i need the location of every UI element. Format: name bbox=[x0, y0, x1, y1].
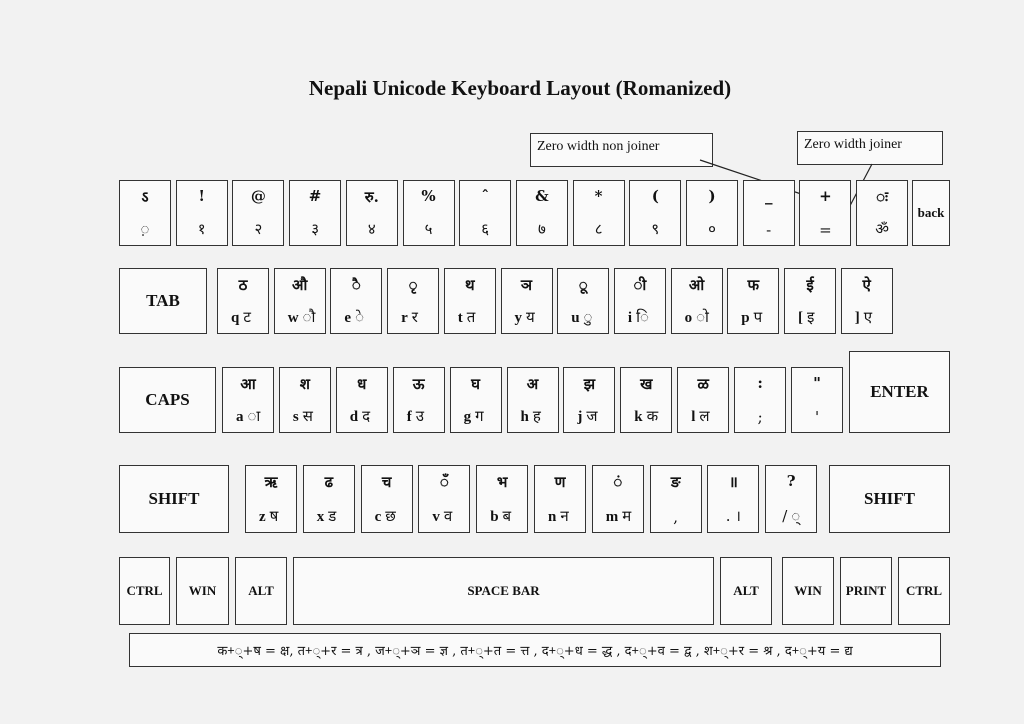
key-base-char bbox=[785, 307, 835, 327]
key-q-row-6[interactable] bbox=[557, 268, 609, 334]
key-base-char bbox=[304, 506, 354, 526]
key-base-char: ९ bbox=[651, 220, 660, 238]
key-shift-left[interactable] bbox=[119, 465, 229, 533]
key-a-row-0[interactable] bbox=[222, 367, 274, 433]
key-shift-char: ˆ bbox=[481, 187, 489, 205]
key-back[interactable] bbox=[912, 180, 950, 246]
key-a-row-7[interactable] bbox=[620, 367, 672, 433]
key-latin-letter: v bbox=[432, 509, 440, 525]
key-base-char: / ् bbox=[782, 507, 801, 525]
key-devanagari-char: म bbox=[622, 507, 632, 525]
key-a-row-10[interactable] bbox=[791, 367, 843, 433]
key-shift-char: ( bbox=[651, 187, 659, 205]
key-a-row-3[interactable] bbox=[393, 367, 445, 433]
key-label: SHIFT bbox=[863, 489, 916, 508]
zwj-callout: Zero width joiner bbox=[797, 131, 943, 165]
key-z-row-7[interactable] bbox=[650, 465, 702, 533]
key-devanagari-char: स bbox=[302, 407, 313, 425]
key-latin-letter: p bbox=[741, 310, 750, 326]
key-number-2[interactable] bbox=[232, 180, 284, 246]
key-label: ALT bbox=[248, 583, 274, 598]
key-latin-letter: d bbox=[349, 409, 359, 425]
key-latin-letter: a bbox=[236, 409, 244, 425]
key-label: ALT bbox=[733, 583, 759, 598]
key-space-bar[interactable] bbox=[293, 557, 714, 625]
key-shift-char: ृ bbox=[408, 276, 418, 294]
key-tab[interactable] bbox=[119, 268, 207, 334]
key-shift-char: च bbox=[381, 473, 392, 491]
key-shift-char: ? bbox=[786, 472, 796, 490]
key-base-char: ़ bbox=[140, 220, 150, 238]
key-shift-char: फ bbox=[747, 276, 760, 294]
key-number-1[interactable] bbox=[176, 180, 228, 246]
key-base-char bbox=[615, 307, 665, 327]
key-shift-char: श bbox=[299, 375, 310, 393]
key-q-row-5[interactable] bbox=[501, 268, 553, 334]
key-base-char: ० bbox=[708, 220, 716, 238]
key-print[interactable] bbox=[840, 557, 892, 625]
key-enter[interactable] bbox=[849, 351, 950, 433]
key-shift-char: थ bbox=[465, 276, 475, 294]
key-latin-letter: x bbox=[316, 509, 325, 525]
key-latin-letter: h bbox=[520, 409, 529, 425]
key-shift-char: : bbox=[757, 374, 763, 392]
key-shift-char: ऋ bbox=[264, 473, 278, 491]
key-alt-left[interactable] bbox=[235, 557, 287, 625]
key-shift-char: ः bbox=[876, 188, 889, 206]
key-base-char bbox=[337, 406, 387, 426]
key-base-char: ८ bbox=[594, 220, 603, 238]
key-devanagari-char: इ bbox=[807, 308, 815, 326]
key-base-char bbox=[477, 506, 527, 526]
key-z-row-5[interactable] bbox=[534, 465, 586, 533]
key-base-char bbox=[280, 406, 330, 426]
key-shift-char: ं bbox=[613, 473, 623, 491]
key-number-3[interactable] bbox=[289, 180, 341, 246]
key-number-7[interactable] bbox=[516, 180, 568, 246]
key-caps[interactable] bbox=[119, 367, 216, 433]
key-number-6[interactable] bbox=[459, 180, 511, 246]
key-base-char bbox=[419, 506, 469, 526]
key-a-row-1[interactable] bbox=[279, 367, 331, 433]
key-base-char: ४ bbox=[367, 220, 376, 238]
key-devanagari-char: ो bbox=[696, 308, 709, 326]
key-shift-char: ध bbox=[357, 375, 367, 393]
key-latin-letter: t bbox=[457, 310, 463, 326]
key-devanagari-char: ट bbox=[243, 308, 251, 326]
key-base-char bbox=[535, 506, 585, 526]
key-base-char: ३ bbox=[311, 220, 319, 238]
key-latin-letter: n bbox=[548, 509, 557, 525]
key-q-row-8[interactable] bbox=[671, 268, 723, 334]
zwnj-callout: Zero width non joiner bbox=[530, 133, 713, 167]
key-devanagari-char: ि bbox=[636, 308, 649, 326]
key-alt-right[interactable] bbox=[720, 557, 772, 625]
key-shift-char: ळ bbox=[697, 375, 709, 393]
key-shift-char: अ bbox=[526, 375, 539, 393]
key-base-char bbox=[388, 307, 438, 327]
key-base-char: , bbox=[673, 508, 678, 526]
key-shift-char: ऽ bbox=[141, 188, 149, 206]
key-number-0[interactable] bbox=[119, 180, 171, 246]
key-base-char bbox=[564, 406, 614, 426]
key-devanagari-char: ु bbox=[583, 308, 593, 326]
key-latin-letter: b bbox=[490, 509, 499, 525]
key-shift-char: झ bbox=[583, 375, 596, 393]
key-devanagari-char: ष bbox=[269, 507, 279, 525]
ligature-legend: क+्+ष = क्ष, त+्+र = त्र , ज+्+ञ = ज्ञ , त+्+त = त्त , द+्+ध = द्ध , द+्+व = द्व , श+्+र = श्र , द+्+य = द्य bbox=[129, 633, 941, 667]
key-latin-letter: o bbox=[684, 310, 693, 326]
key-shift-char: ी bbox=[633, 276, 647, 294]
key-base-char bbox=[223, 406, 273, 426]
key-shift-char: @ bbox=[250, 187, 266, 205]
key-base-char: १ bbox=[197, 220, 206, 238]
key-latin-letter: z bbox=[259, 509, 266, 525]
key-label: WIN bbox=[794, 583, 822, 598]
key-devanagari-char: न bbox=[560, 507, 569, 525]
key-z-row-2[interactable] bbox=[361, 465, 413, 533]
key-base-char bbox=[394, 406, 444, 426]
key-shift-char: घ bbox=[471, 375, 481, 393]
key-base-char: ॐ bbox=[875, 220, 889, 238]
key-devanagari-char: त bbox=[466, 308, 476, 326]
key-q-row-9[interactable] bbox=[727, 268, 779, 334]
key-number-13[interactable] bbox=[856, 180, 908, 246]
key-latin-letter: u bbox=[571, 310, 580, 326]
key-latin-letter: k bbox=[634, 409, 643, 425]
key-latin-letter: f bbox=[406, 409, 412, 425]
key-q-row-4[interactable] bbox=[444, 268, 496, 334]
key-devanagari-char: र bbox=[411, 308, 418, 326]
key-label: SHIFT bbox=[148, 489, 200, 508]
key-number-12[interactable] bbox=[799, 180, 851, 246]
key-base-char: = bbox=[819, 221, 832, 239]
key-devanagari-char: ौ bbox=[302, 308, 316, 326]
key-devanagari-char: ज bbox=[586, 407, 598, 425]
key-base-char: ' bbox=[814, 408, 820, 426]
key-win-left[interactable] bbox=[176, 557, 229, 625]
key-a-row-9[interactable] bbox=[734, 367, 786, 433]
key-latin-letter: q bbox=[231, 310, 240, 326]
key-win-right[interactable] bbox=[782, 557, 834, 625]
key-base-char bbox=[445, 307, 495, 327]
key-latin-letter: y bbox=[514, 310, 522, 326]
key-devanagari-char: छ bbox=[385, 507, 396, 525]
key-latin-letter: j bbox=[577, 409, 583, 425]
key-shift-char: * bbox=[594, 187, 603, 205]
key-base-char bbox=[508, 406, 558, 426]
page-title: Nepali Unicode Keyboard Layout (Romanized) bbox=[308, 76, 732, 100]
key-q-row-7[interactable] bbox=[614, 268, 666, 334]
key-shift-char: ँ bbox=[439, 473, 449, 491]
key-ctrl-right[interactable] bbox=[898, 557, 950, 625]
key-shift-char: ई bbox=[806, 276, 814, 294]
key-a-row-4[interactable] bbox=[450, 367, 502, 433]
key-a-row-2[interactable] bbox=[336, 367, 388, 433]
key-base-char: . । bbox=[725, 507, 741, 525]
key-q-row-0[interactable] bbox=[217, 268, 269, 334]
key-base-char bbox=[502, 307, 552, 327]
key-latin-letter: [ bbox=[798, 310, 803, 326]
key-shift-char: & bbox=[535, 187, 549, 205]
key-label: ENTER bbox=[870, 382, 929, 401]
key-z-row-9[interactable] bbox=[765, 465, 817, 533]
key-shift-char: ! bbox=[198, 187, 205, 205]
key-base-char: ६ bbox=[481, 220, 490, 238]
key-shift-char: भ bbox=[496, 473, 508, 491]
key-z-row-6[interactable] bbox=[592, 465, 644, 533]
key-devanagari-char: ब bbox=[502, 507, 512, 525]
key-latin-letter: s bbox=[292, 409, 299, 425]
key-q-row-1[interactable] bbox=[274, 268, 326, 334]
key-shift-char: " bbox=[813, 374, 821, 392]
key-base-char bbox=[842, 307, 892, 327]
key-shift-char: रु. bbox=[364, 188, 379, 206]
key-base-char bbox=[218, 307, 268, 327]
key-devanagari-char: े bbox=[355, 308, 364, 326]
key-devanagari-char: द bbox=[362, 407, 371, 425]
key-shift-right[interactable] bbox=[829, 465, 950, 533]
key-shift-char: आ bbox=[240, 375, 256, 393]
key-shift-char: ै bbox=[351, 276, 361, 294]
key-z-row-4[interactable] bbox=[476, 465, 528, 533]
key-number-4[interactable] bbox=[346, 180, 398, 246]
key-devanagari-char: य bbox=[526, 308, 535, 326]
key-latin-letter: ] bbox=[854, 310, 860, 326]
key-q-row-3[interactable] bbox=[387, 268, 439, 334]
key-shift-char: % bbox=[421, 187, 436, 205]
key-base-char: ५ bbox=[424, 220, 433, 238]
key-shift-char: ) bbox=[708, 187, 716, 205]
key-label: CTRL bbox=[126, 583, 163, 598]
key-z-row-8[interactable] bbox=[707, 465, 759, 533]
key-shift-char: ढ bbox=[324, 473, 334, 491]
key-q-row-10[interactable] bbox=[784, 268, 836, 334]
key-shift-char: औ bbox=[292, 276, 308, 294]
key-base-char bbox=[246, 506, 296, 526]
key-base-char bbox=[728, 307, 778, 327]
key-shift-char: # bbox=[308, 187, 322, 205]
key-devanagari-char: ल bbox=[699, 407, 710, 425]
key-a-row-8[interactable] bbox=[677, 367, 729, 433]
key-ctrl-left[interactable] bbox=[119, 557, 170, 625]
key-latin-letter: c bbox=[374, 509, 382, 525]
key-shift-char: _ bbox=[764, 187, 773, 205]
key-base-char bbox=[451, 406, 501, 426]
key-label: PRINT bbox=[845, 583, 887, 598]
key-devanagari-char: उ bbox=[415, 407, 424, 425]
key-a-row-5[interactable] bbox=[507, 367, 559, 433]
key-base-char: - bbox=[766, 221, 772, 239]
key-base-char bbox=[275, 307, 325, 327]
key-shift-char: ण bbox=[554, 473, 566, 491]
key-base-char bbox=[593, 506, 643, 526]
key-base-char bbox=[331, 307, 381, 327]
key-label: back bbox=[917, 205, 945, 220]
key-shift-char: ऐ bbox=[862, 276, 871, 294]
key-shift-char: ू bbox=[578, 276, 588, 294]
key-number-11[interactable] bbox=[743, 180, 795, 246]
key-devanagari-char: ह bbox=[532, 407, 541, 425]
key-base-char bbox=[621, 406, 671, 426]
key-number-8[interactable] bbox=[573, 180, 625, 246]
key-z-row-0[interactable] bbox=[245, 465, 297, 533]
key-label: CAPS bbox=[145, 390, 190, 409]
key-number-10[interactable] bbox=[686, 180, 738, 246]
key-devanagari-char: प bbox=[753, 308, 763, 326]
key-shift-char: + bbox=[819, 187, 832, 205]
key-shift-char: ठ bbox=[238, 276, 248, 294]
key-base-char bbox=[678, 406, 728, 426]
key-shift-char: ओ bbox=[688, 276, 705, 294]
key-devanagari-char: ग bbox=[475, 407, 484, 425]
key-shift-char: ङ bbox=[670, 473, 681, 491]
key-base-char: ७ bbox=[537, 220, 546, 238]
key-shift-char: ॥ bbox=[728, 473, 738, 491]
key-base-char bbox=[362, 506, 412, 526]
key-base-char bbox=[558, 307, 608, 327]
key-base-char: ; bbox=[757, 408, 763, 426]
key-label: CTRL bbox=[905, 583, 943, 598]
key-latin-letter: e bbox=[344, 310, 352, 326]
key-base-char: २ bbox=[254, 220, 263, 238]
key-base-char bbox=[672, 307, 722, 327]
key-latin-letter: l bbox=[691, 409, 696, 425]
key-shift-char: ख bbox=[640, 375, 653, 393]
key-q-row-2[interactable] bbox=[330, 268, 382, 334]
key-q-row-11[interactable] bbox=[841, 268, 893, 334]
key-latin-letter: w bbox=[287, 310, 299, 326]
key-label: TAB bbox=[146, 291, 180, 310]
key-latin-letter: m bbox=[605, 509, 619, 525]
key-number-9[interactable] bbox=[629, 180, 681, 246]
key-a-row-6[interactable] bbox=[563, 367, 615, 433]
key-z-row-1[interactable] bbox=[303, 465, 355, 533]
key-devanagari-char: ा bbox=[247, 407, 261, 425]
key-latin-letter: i bbox=[627, 310, 633, 326]
key-label: SPACE BAR bbox=[467, 583, 540, 598]
key-devanagari-char: क bbox=[646, 407, 659, 425]
key-devanagari-char: ए bbox=[863, 308, 872, 326]
key-number-5[interactable] bbox=[403, 180, 455, 246]
key-shift-char: ऊ bbox=[412, 375, 425, 393]
key-label: WIN bbox=[188, 583, 217, 598]
key-z-row-3[interactable] bbox=[418, 465, 470, 533]
key-latin-letter: r bbox=[401, 310, 408, 326]
key-latin-letter: g bbox=[463, 409, 472, 425]
key-shift-char: ञ bbox=[520, 276, 533, 294]
key-devanagari-char: ड bbox=[328, 507, 337, 525]
key-devanagari-char: व bbox=[443, 507, 453, 525]
